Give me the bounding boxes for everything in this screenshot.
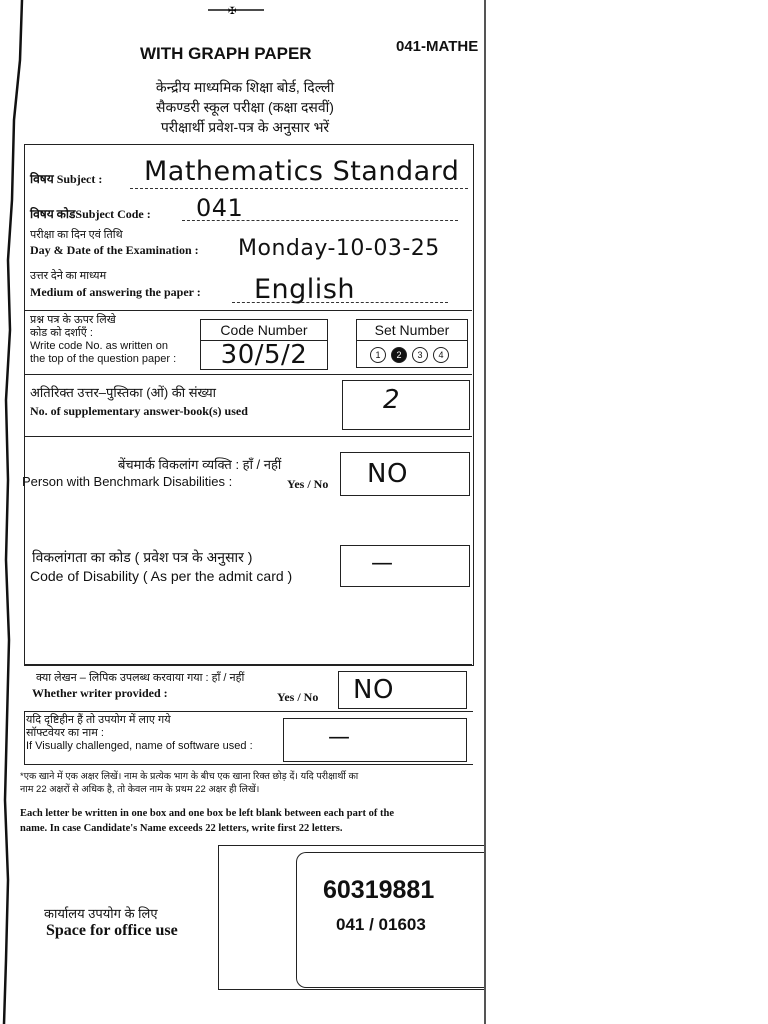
disability-code-label: Code of Disability ( As per the admit card ) bbox=[30, 568, 293, 584]
medium-label: Medium of answering the paper : bbox=[30, 285, 201, 299]
supplementary-box[interactable] bbox=[342, 380, 470, 430]
subject-value[interactable]: Mathematics Standard bbox=[144, 156, 460, 187]
code-number-box[interactable] bbox=[200, 319, 328, 370]
subject-label: विषय Subject : bbox=[30, 172, 103, 186]
supplementary-label-hindi: अतिरिक्त उत्तर–पुस्तिका (ओं) की संख्या bbox=[30, 385, 217, 400]
subject-code-value[interactable]: 041 bbox=[196, 194, 244, 222]
page-title: WITH GRAPH PAPER bbox=[140, 44, 312, 63]
divider bbox=[24, 310, 472, 311]
set-option-4[interactable]: 4 bbox=[433, 347, 449, 363]
subject-code-corner: 041-MATHE bbox=[396, 38, 479, 55]
disability-code-value: — bbox=[371, 551, 394, 576]
software-labels: यदि दृष्टिहीन हैं तो उपयोग में लाए गये सॉफ्टवेयर का नाम : If Visually challenged, name of software used : bbox=[26, 714, 253, 752]
exam-date-value[interactable]: Monday-10-03-25 bbox=[238, 236, 440, 261]
writer-label-hindi: क्या लेखन – लिपिक उपलब्ध करवाया गया : हाँ / नहीं bbox=[36, 672, 245, 684]
set-number-label: Set Number bbox=[357, 320, 467, 341]
subject-dotted-line bbox=[130, 188, 468, 189]
code-number-value: 30/5/2 bbox=[220, 340, 308, 370]
writer-yes-no: Yes / No bbox=[277, 690, 319, 704]
benchmark-yes-no: Yes / No bbox=[287, 477, 329, 491]
subject-code-label: विषय कोडSubject Code : bbox=[30, 207, 151, 221]
benchmark-answer-box[interactable] bbox=[340, 452, 470, 496]
set-number-options bbox=[357, 341, 467, 364]
supplementary-value: 2 bbox=[383, 385, 401, 415]
page-right-edge bbox=[484, 0, 486, 1024]
software-value: — bbox=[328, 725, 351, 750]
exam-date-label-hindi: परीक्षा का दिन एवं तिथि bbox=[30, 229, 123, 241]
disability-code-label-hindi: विकलांगता का कोड ( प्रवेश पत्र के अनुसार ) bbox=[32, 549, 253, 565]
code-number-label: Code Number bbox=[201, 320, 327, 341]
office-code: 041 / 01603 bbox=[336, 915, 426, 934]
divider bbox=[24, 436, 472, 437]
name-instruction-hindi: *एक खाने में एक अक्षर लिखें। नाम के प्रत्येक भाग के बीच एक खाना रिक्त छोड़ दें। यदि परीक्षार्थी का नाम 22 अक्षरों से अधिक है, तो केवल नाम के प्रथम 22 अक्षर ही लिखें। bbox=[20, 771, 359, 795]
writer-answer-box[interactable] bbox=[338, 671, 467, 709]
disability-code-box[interactable] bbox=[340, 545, 470, 587]
set-number-box[interactable] bbox=[356, 319, 468, 368]
benchmark-label: Person with Benchmark Disabilities : bbox=[22, 474, 233, 489]
qp-code-instructions: प्रश्न पत्र के ऊपर लिखे कोड को दर्शाएँ : Write code No. as written on the top of the question paper : bbox=[30, 314, 177, 365]
software-box[interactable] bbox=[283, 718, 467, 762]
set-option-1[interactable]: 1 bbox=[370, 347, 386, 363]
set-option-3[interactable]: 3 bbox=[412, 347, 428, 363]
svg-text:✠: ✠ bbox=[228, 6, 237, 17]
benchmark-value: NO bbox=[367, 459, 408, 489]
board-name-hindi: केन्द्रीय माध्यमिक शिक्षा बोर्ड, दिल्ली bbox=[155, 79, 335, 95]
name-instruction-english: Each letter be written in one box and one box be left blank between each part of the name. In case Candidate's Name exceeds 22 letters, write first 22 letters. bbox=[20, 808, 394, 834]
top-ornament bbox=[208, 2, 264, 18]
set-option-2[interactable]: 2 bbox=[391, 347, 407, 363]
instruction-hindi: परीक्षार्थी प्रवेश-पत्र के अनुसार भरें bbox=[160, 119, 330, 135]
divider bbox=[24, 374, 472, 375]
exam-name-hindi: सैकण्डरी स्कूल परीक्षा (कक्षा दसवीं) bbox=[156, 99, 334, 115]
benchmark-label-hindi: बेंचमार्क विकलांग व्यक्ति : हाँ / नहीं bbox=[118, 457, 282, 472]
medium-value[interactable]: English bbox=[254, 274, 355, 305]
exam-date-label: Day & Date of the Examination : bbox=[30, 243, 199, 257]
office-use-label-hindi: कार्यालय उपयोग के लिए bbox=[44, 906, 158, 921]
writer-label: Whether writer provided : bbox=[32, 686, 168, 700]
medium-label-hindi: उत्तर देने का माध्यम bbox=[30, 270, 107, 282]
writer-value: NO bbox=[353, 675, 394, 705]
supplementary-label: No. of supplementary answer-book(s) used bbox=[30, 404, 248, 418]
divider bbox=[24, 664, 472, 665]
office-serial-number: 60319881 bbox=[323, 876, 435, 904]
office-use-label: Space for office use bbox=[46, 922, 178, 939]
